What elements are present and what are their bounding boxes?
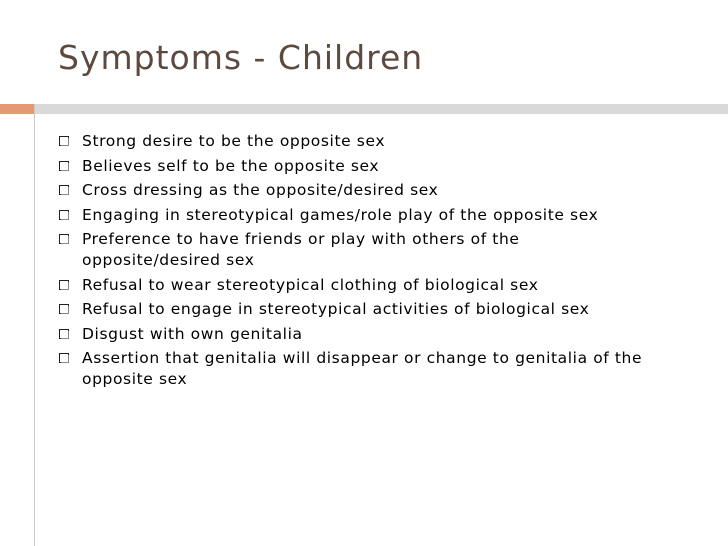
square-bullet-icon — [59, 304, 69, 314]
bullet-text: Strong desire to be the opposite sex — [82, 132, 386, 150]
list-item — [58, 324, 708, 345]
list-item — [58, 348, 708, 390]
square-bullet-icon — [59, 161, 69, 171]
list-item — [58, 180, 708, 201]
square-bullet-icon — [59, 136, 69, 146]
bullet-text: Assertion that genitalia will disappear or change to genitalia of the — [82, 349, 643, 367]
bullet-text: Refusal to engage in stereotypical activities of biological sex — [82, 300, 590, 318]
left-margin-rule — [34, 104, 35, 546]
square-bullet-icon — [59, 185, 69, 195]
bullet-text: Refusal to wear stereotypical clothing of biological sex — [82, 275, 539, 294]
square-bullet-icon — [59, 280, 69, 290]
square-bullet-icon — [59, 353, 69, 363]
bullet-text: Engaging in stereotypical games/role play of the opposite sex — [82, 205, 599, 224]
list-item — [58, 156, 708, 177]
list-item — [58, 299, 708, 320]
slide-title: Symptoms - Children — [58, 38, 424, 77]
list-item — [58, 229, 708, 271]
list-item — [58, 131, 708, 152]
title-accent-bar — [0, 104, 34, 114]
bullet-text: Preference to have friends or play with others of the — [82, 230, 520, 248]
bullet-text: Cross dressing as the opposite/desired sex — [82, 181, 439, 199]
bullet-text: Believes self to be the opposite sex — [82, 156, 380, 175]
bullet-list — [58, 131, 708, 394]
list-item — [58, 275, 708, 296]
square-bullet-icon — [59, 210, 69, 220]
square-bullet-icon — [59, 329, 69, 339]
bullet-text-continuation: opposite/desired sex — [82, 251, 255, 269]
list-item — [58, 205, 708, 226]
bullet-text: Disgust with own genitalia — [82, 324, 303, 343]
title-divider-bar — [34, 104, 728, 114]
square-bullet-icon — [59, 234, 69, 244]
bullet-text-continuation: opposite sex — [82, 370, 188, 388]
